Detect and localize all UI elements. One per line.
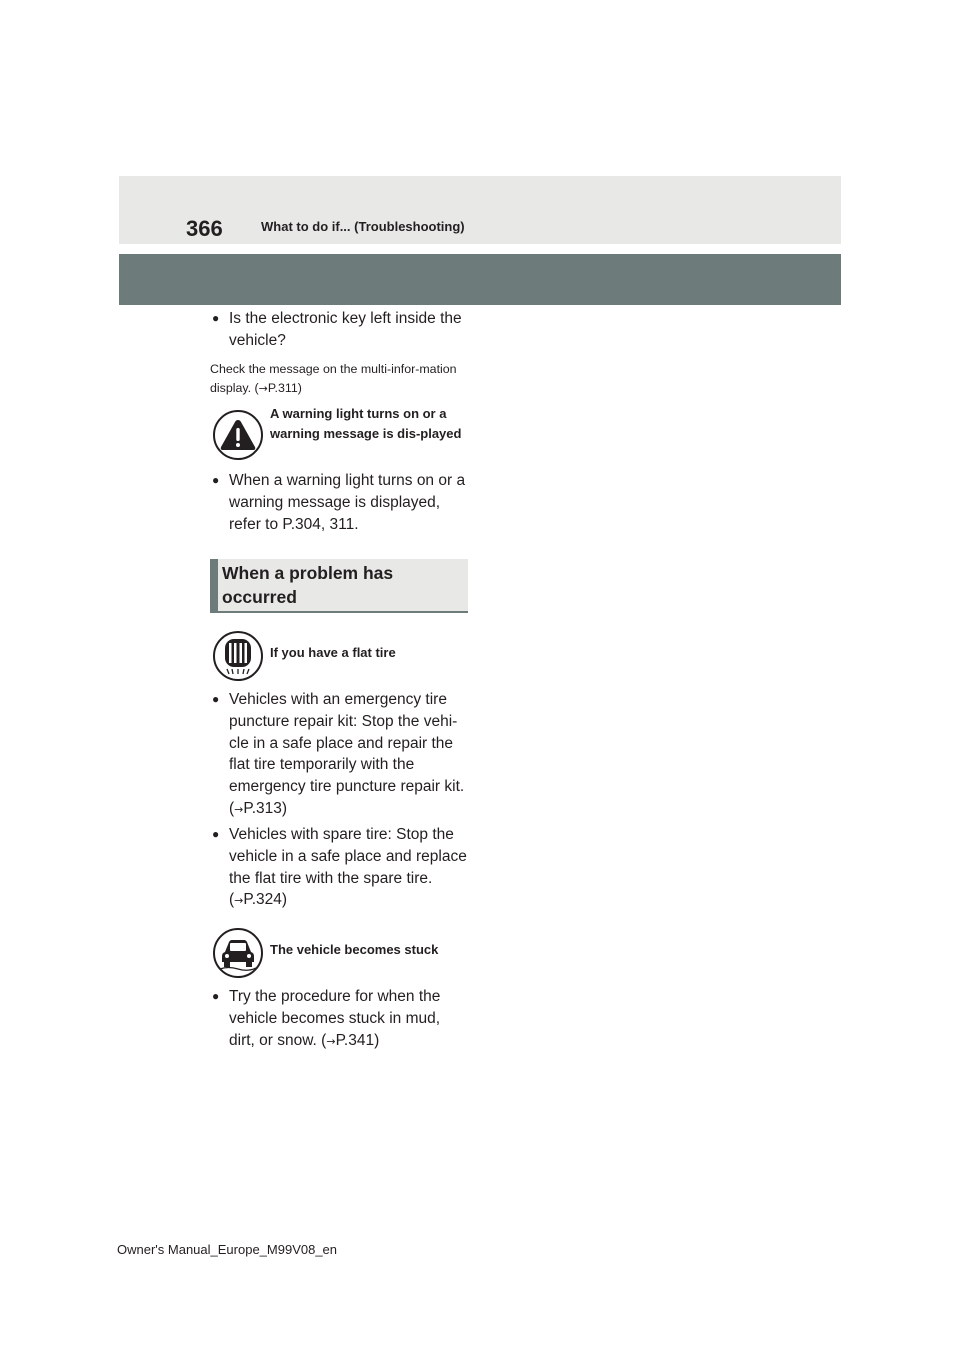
bullet-repair-kit [212,689,468,821]
section-heading-box [210,559,468,613]
check-message-note [210,360,472,398]
bullet-key-inside [212,308,468,352]
bullet-spare-tire [212,824,468,912]
page-number: 366 [186,216,223,241]
warning-label: A warning light turns on or a warning message is dis-played [270,406,462,441]
arrow-icon: → [234,802,244,816]
warning-icon [213,410,263,460]
stuck-vehicle-label: The vehicle becomes stuck [270,942,439,957]
section-title: When a problem has occurred [222,563,394,607]
page-ref-link[interactable]: P.341) [335,1031,380,1049]
flat-tire-icon [213,631,263,681]
bullet-stuck [212,986,468,1052]
chapter-title: What to do if... (Troubleshooting) [261,219,465,234]
stuck-car-icon [213,928,263,978]
bullet-dot: ● [212,692,220,706]
bullet-text: Vehicles with an emergency tire puncture repair kit: Stop the vehi-cle in a safe place and repair the flat tire temporarily with the emergency tire puncture repair kit. (→P.313) [229,691,465,817]
bullet-text: When a warning light turns on or a warning message is displayed, refer to P.304, 311. [229,472,466,533]
footer-text: Owner's Manual_Europe_M99V08_en [117,1242,338,1257]
flat-tire-label: If you have a flat tire [270,645,396,660]
bullet-text: Vehicles with spare tire: Stop the vehicle in a safe place and replace the flat tire with the spare tire. (→P.324) [229,826,467,909]
section-bar [119,254,841,305]
page-ref-link[interactable]: P.311) [267,381,302,395]
arrow-icon: → [326,1034,336,1048]
page-ref-link[interactable]: P.313) [243,799,288,817]
header-band [119,176,841,244]
bullet-dot: ● [212,311,220,325]
bullet-text: Is the electronic key left inside the vehicle? [229,310,462,349]
arrow-icon: → [234,894,244,908]
arrow-icon: → [258,382,268,395]
note-text: Check the message on the multi-infor-mation display. ( [210,362,457,395]
bullet-dot: ● [212,827,220,841]
bullet-dot: ● [212,473,220,487]
bullet-dot: ● [212,989,220,1003]
page-ref-link[interactable]: P.324) [243,891,288,909]
section-accent-bar [210,559,218,611]
bullet-warning-light [212,470,468,535]
bullet-text: Try the procedure for when the vehicle becomes stuck in mud, dirt, or snow. (→P.341) [229,988,441,1049]
